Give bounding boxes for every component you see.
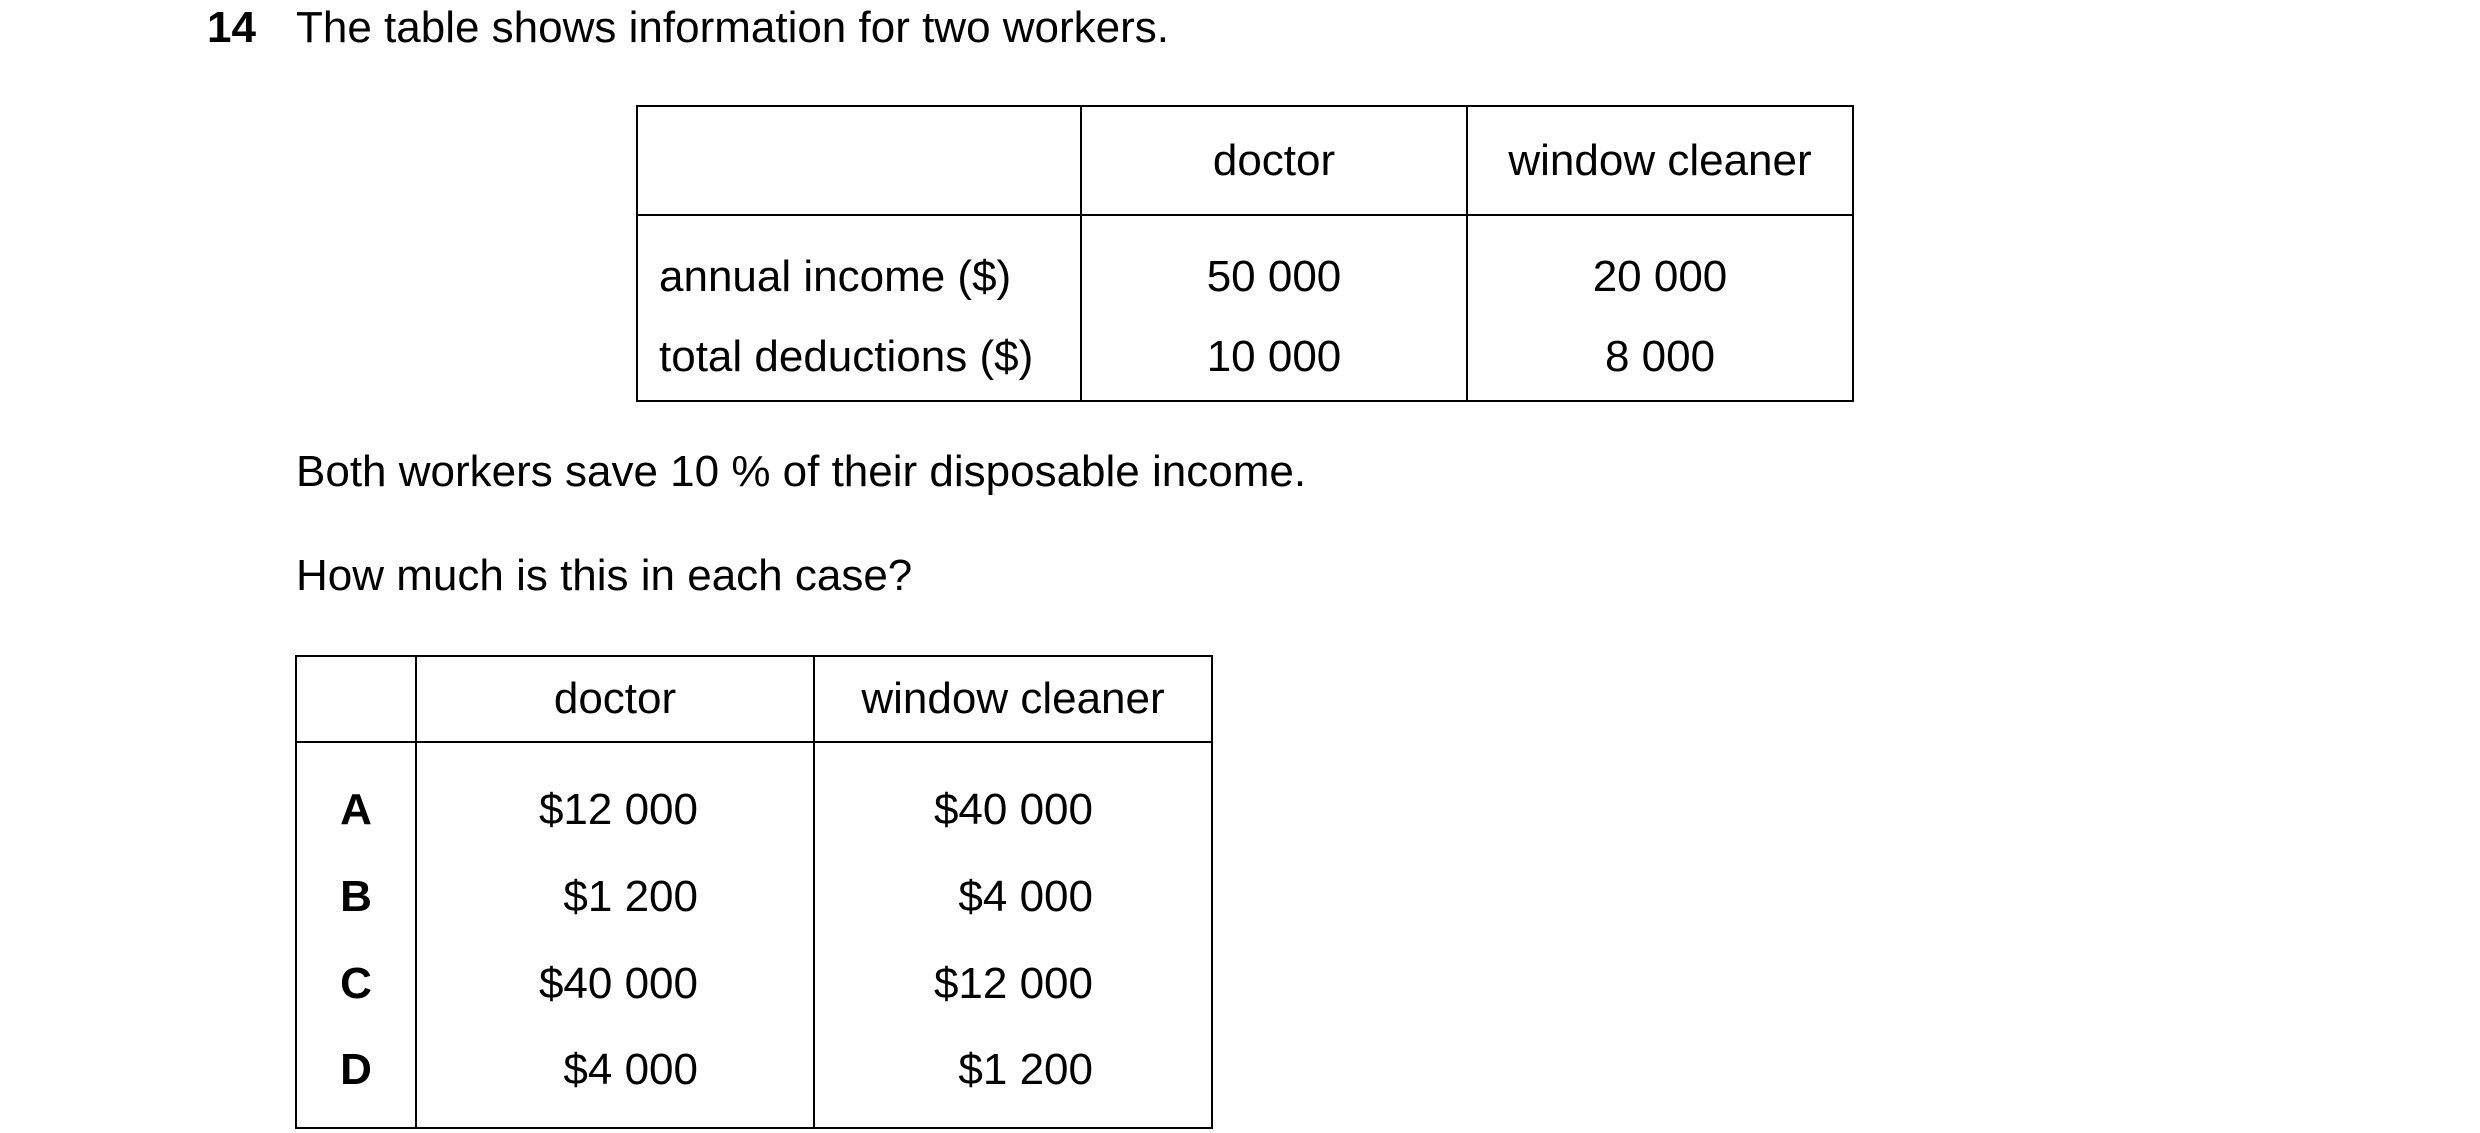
worker-info-table (636, 105, 1854, 402)
option-doctor-value: $12 000 (416, 742, 814, 853)
option-doctor-value: $4 000 (416, 1027, 814, 1128)
table-row (637, 325, 1853, 401)
header-empty-cell (637, 106, 1081, 215)
window-cleaner-annual-income: 20 000 (1467, 215, 1853, 325)
question-stem: The table shows information for two workers. (296, 3, 1170, 52)
answer-options-table (295, 655, 1213, 1129)
header-empty-cell (296, 656, 416, 742)
question-prompt: How much is this in each case? (296, 551, 913, 600)
option-key: B (296, 853, 416, 940)
option-window-cleaner-value: $4 000 (814, 853, 1212, 940)
table-header-row (637, 106, 1853, 215)
question-number: 14 (207, 3, 256, 52)
savings-statement: Both workers save 10 % of their disposable income. (296, 447, 1307, 496)
option-doctor-value: $40 000 (416, 940, 814, 1027)
option-key: A (296, 742, 416, 853)
option-doctor-value: $1 200 (416, 853, 814, 940)
option-row-c[interactable] (296, 940, 1212, 1027)
option-window-cleaner-value: $40 000 (814, 742, 1212, 853)
option-key: D (296, 1027, 416, 1128)
doctor-total-deductions: 10 000 (1081, 325, 1467, 401)
table-header-row (296, 656, 1212, 742)
option-window-cleaner-value: $1 200 (814, 1027, 1212, 1128)
option-row-b[interactable] (296, 853, 1212, 940)
header-window-cleaner: window cleaner (814, 656, 1212, 742)
table-row (637, 215, 1853, 325)
row-label-annual-income: annual income ($) (637, 215, 1081, 325)
option-row-d[interactable] (296, 1027, 1212, 1128)
header-doctor: doctor (1081, 106, 1467, 215)
header-doctor: doctor (416, 656, 814, 742)
window-cleaner-total-deductions: 8 000 (1467, 325, 1853, 401)
option-key: C (296, 940, 416, 1027)
option-row-a[interactable] (296, 742, 1212, 853)
doctor-annual-income: 50 000 (1081, 215, 1467, 325)
option-window-cleaner-value: $12 000 (814, 940, 1212, 1027)
row-label-total-deductions: total deductions ($) (637, 325, 1081, 401)
header-window-cleaner: window cleaner (1467, 106, 1853, 215)
